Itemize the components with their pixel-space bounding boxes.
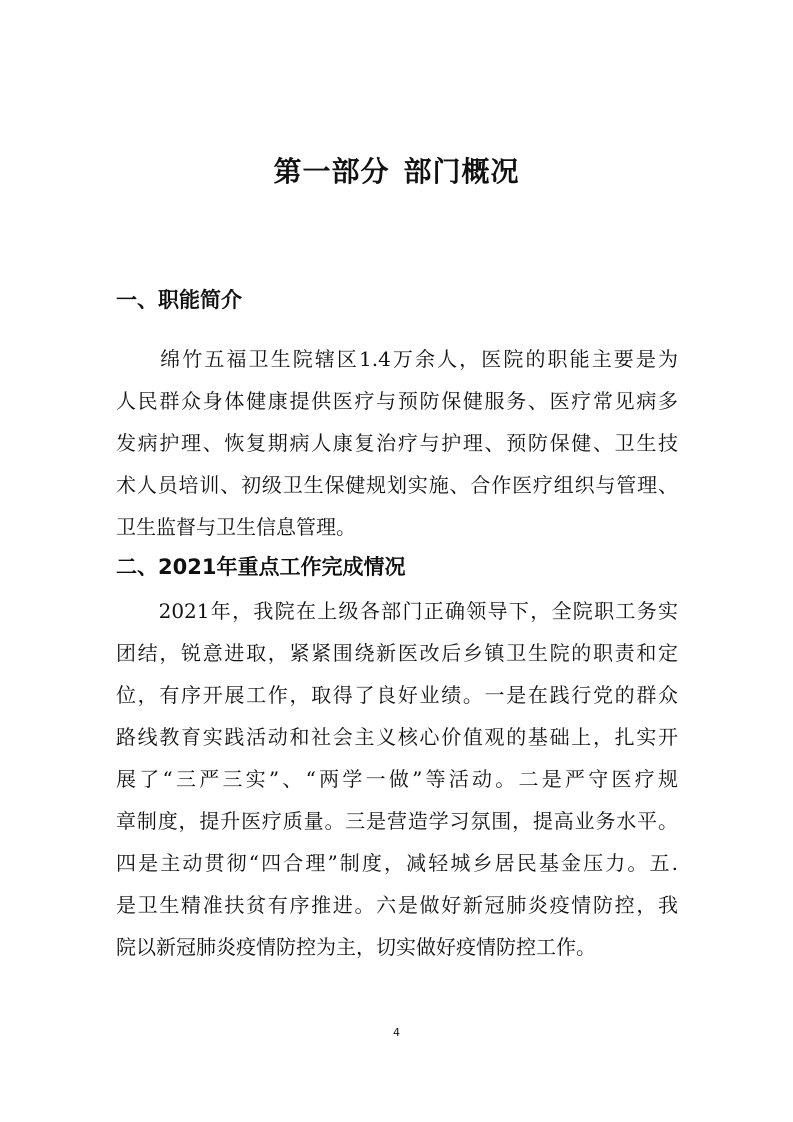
section-heading-key-work: 二、2021年重点工作完成情况 (116, 555, 406, 579)
paragraph-line: 四是主动贯彻“四合理”制度，减轻城乡居民基金压力。五. (116, 851, 678, 875)
title-name: 部门概况 (403, 155, 520, 188)
page-title (0, 152, 793, 192)
page-number: 4 (393, 1026, 400, 1039)
paragraph-line: 人民群众身体健康提供医疗与预防保健服务、医疗常见病多 (116, 389, 678, 413)
section-heading-functions: 一、职能简介 (116, 288, 242, 312)
paragraph-functions (116, 338, 678, 548)
paragraph-line: 团结，锐意进取，紧紧围绕新医改后乡镇卫生院的职责和定 (116, 641, 678, 665)
paragraph-line: 绵竹五福卫生院辖区1.4万余人，医院的职能主要是为 (116, 347, 678, 371)
title-part: 第一部分 (273, 155, 390, 188)
paragraph-line: 位，有序开展工作，取得了良好业绩。一是在践行党的群众 (116, 683, 678, 707)
paragraph-line: 卫生监督与卫生信息管理。 (116, 515, 356, 539)
paragraph-line: 术人员培训、初级卫生保健规划实施、合作医疗组织与管理、 (116, 473, 678, 497)
paragraph-line: 2021年，我院在上级各部门正确领导下，全院职工务实 (116, 599, 678, 623)
paragraph-line: 展了“三严三实”、“两学一做”等活动。二是严守医疗规 (116, 767, 678, 791)
paragraph-line: 是卫生精准扶贫有序推进。六是做好新冠肺炎疫情防控，我 (116, 893, 678, 917)
paragraph-line: 路线教育实践活动和社会主义核心价值观的基础上，扎实开 (116, 725, 678, 749)
paragraph-key-work (116, 590, 678, 968)
paragraph-line: 章制度，提升医疗质量。三是营造学习氛围，提高业务水平。 (116, 809, 678, 833)
paragraph-line: 发病护理、恢复期病人康复治疗与护理、预防保健、卫生技 (116, 431, 678, 455)
paragraph-line: 院以新冠肺炎疫情防控为主，切实做好疫情防控工作。 (116, 935, 596, 959)
